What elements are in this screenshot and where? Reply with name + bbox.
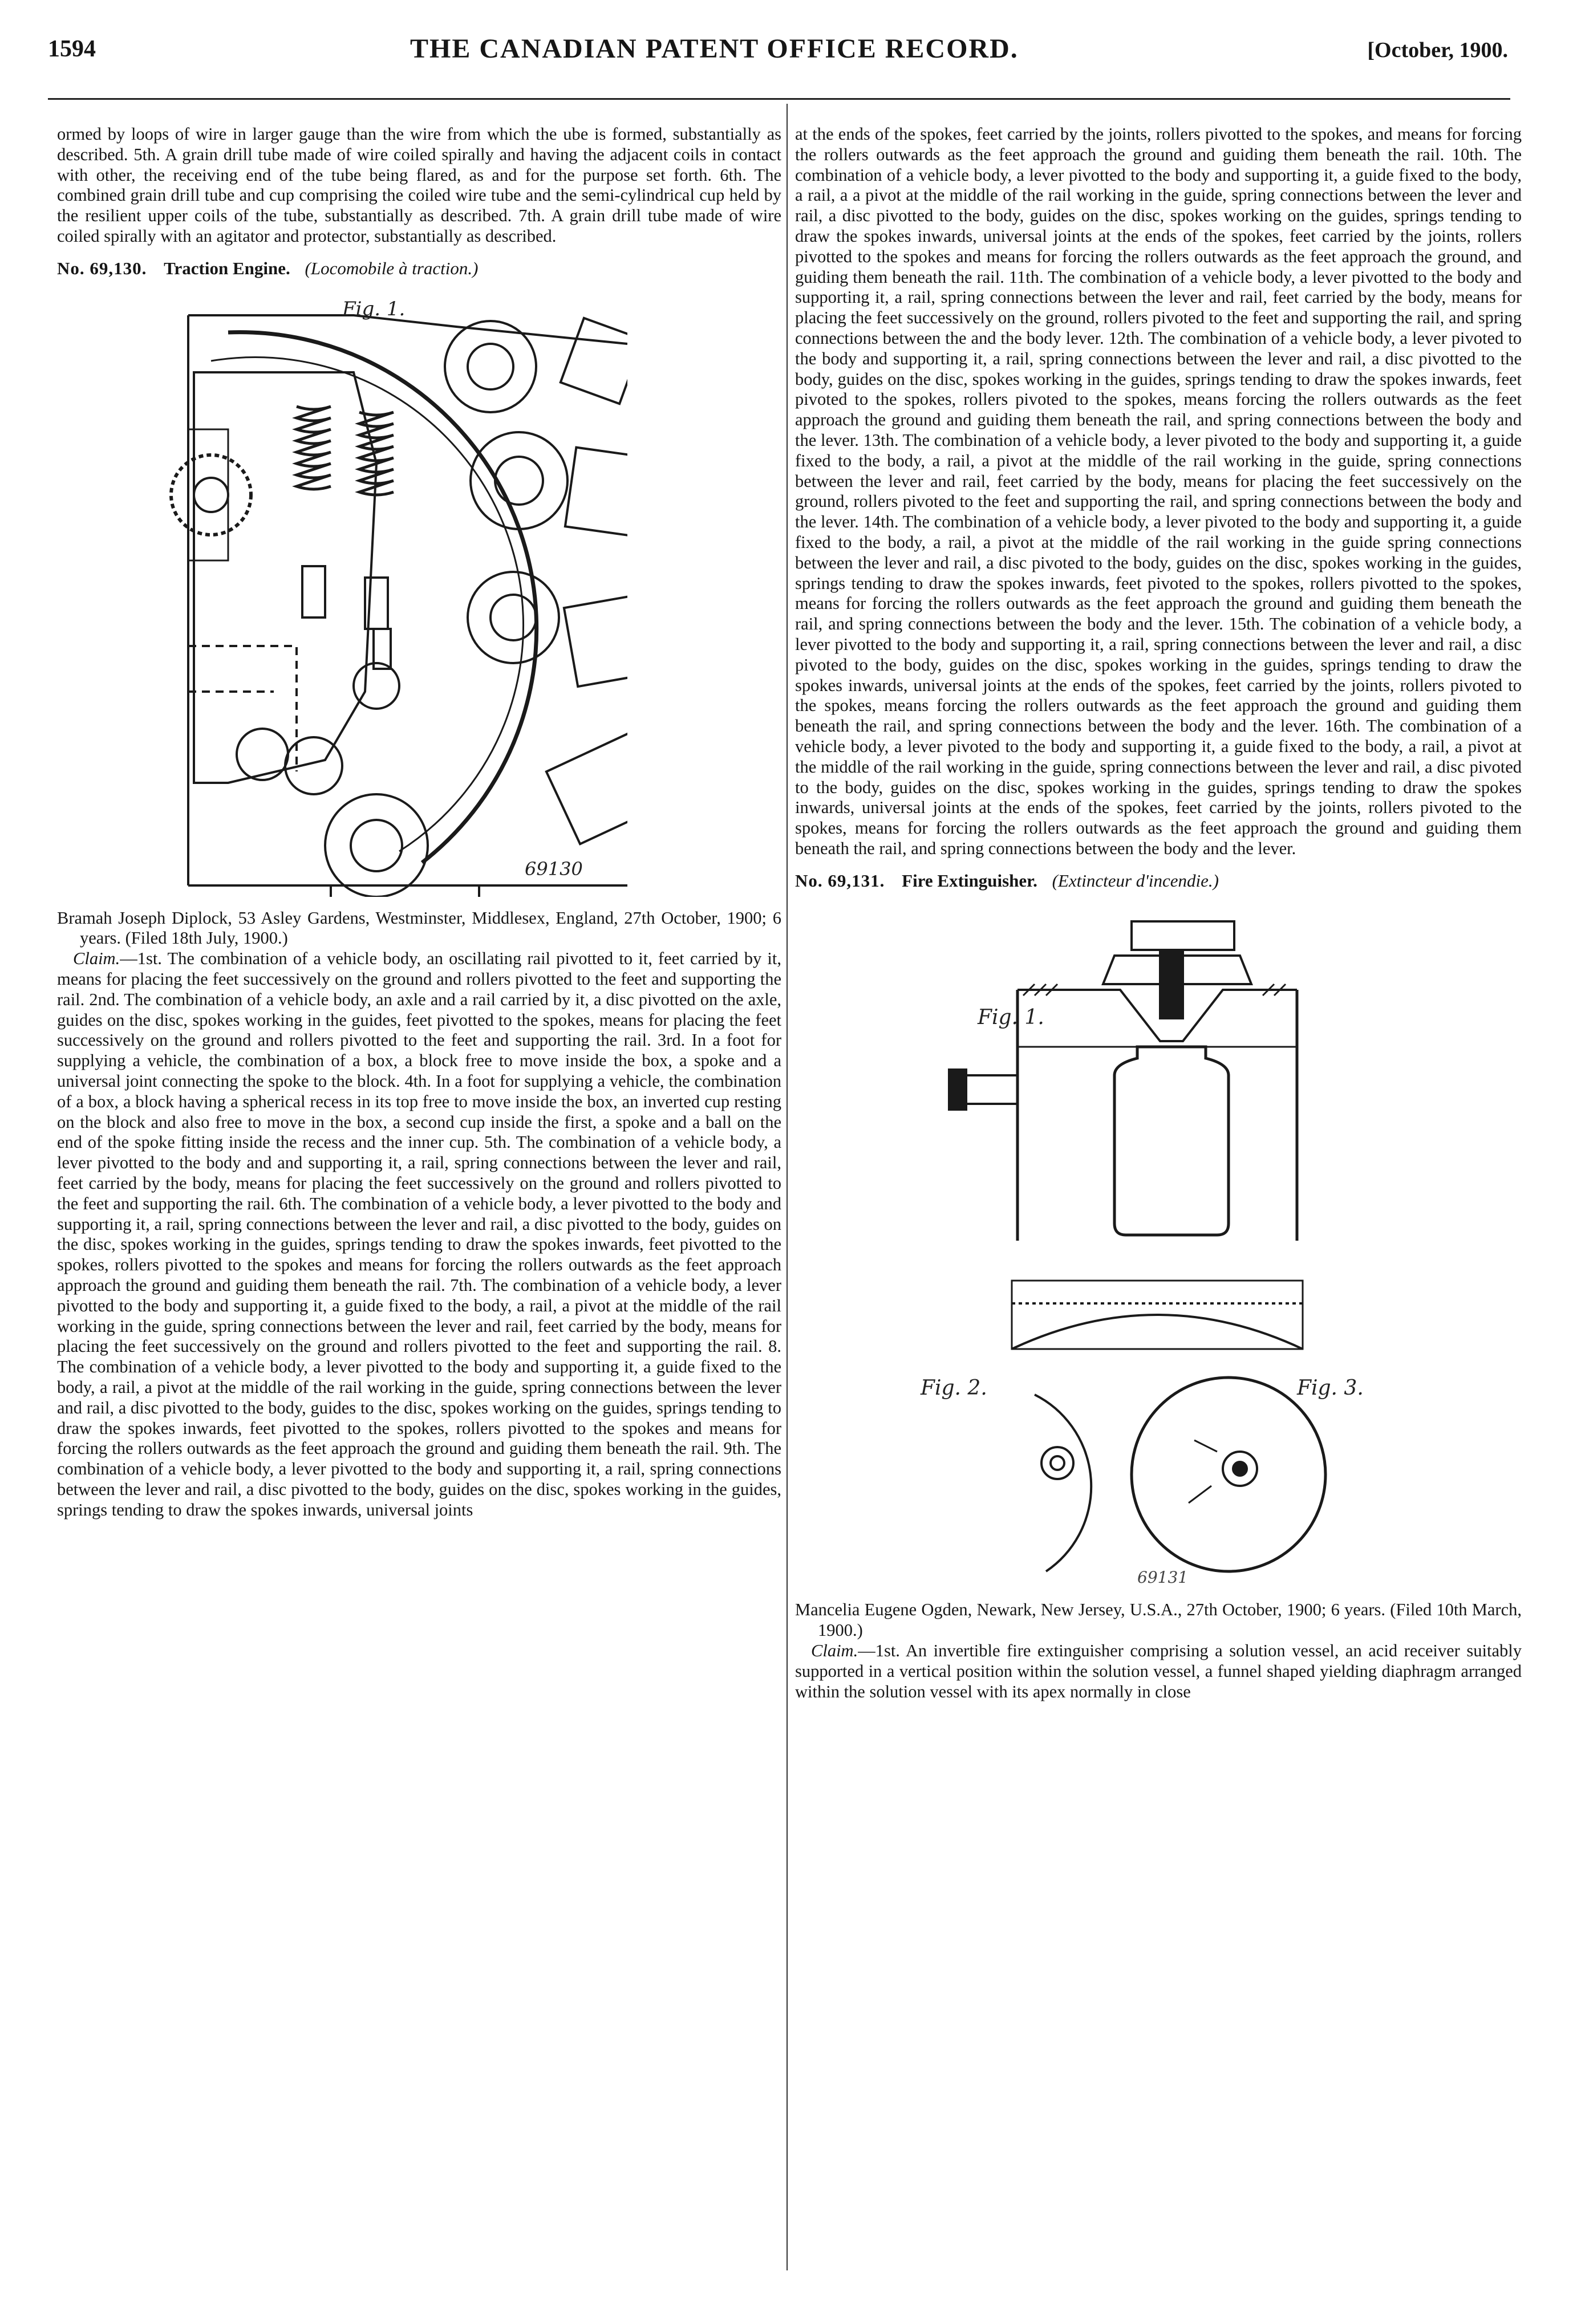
- publication-title: THE CANADIAN PATENT OFFICE RECORD.: [410, 34, 1019, 64]
- patent-claims: [57, 949, 781, 1520]
- page-number: 1594: [48, 36, 96, 62]
- patent-heading-69130: [57, 258, 781, 279]
- patent-number: No. 69,130.: [57, 258, 147, 278]
- fire-extinguisher-drawing: [795, 904, 1522, 1588]
- page-header: [48, 35, 1508, 75]
- right-column: [795, 124, 1522, 1702]
- issue-date: [October, 1900.: [1367, 38, 1508, 62]
- claim-label: Claim.: [811, 1641, 858, 1661]
- claim-text: —1st. The combination of a vehicle body, an oscillating rail pivotted to it, feet carried by it, means for placing the feet successively on the ground and rollers pivotted to the feet and supporting the rail. 2nd. The combination of a vehicle body, an axle and a rail carried by it, a disc pivotted on the axle, guides on the disc, spokes working in the guides, feet pivotted to the spokes, means for placing the feet successively on the ground and rollers pivotted to the feet and supporting the rail. 3rd. In a foot for supplying a vehicle, the combination of a box, a block free to move inside the box, a spoke and a universal joint connecting the spoke to the block. 4th. In a foot for supplying a vehicle, the combination of a box, a block having a spherical recess in its top free to move inside the box, an inverted cup resting on the block and also free to move in the box, a second cup inside the first, a spoke and a ball on the end of the spoke fitting inside the recess and the inner cup. 5th. The combination of a vehicle body, a lever pivotted to the body and and supporting it, a rail, spring connections between the lever and rail, feet carried by the body, means for placing the feet successively on the ground and rollers pivotted to the feet and supporting the rail. 6th. The combination of a vehicle body, a lever pivotted to the body and supporting it, a rail, spring connections between the lever and rail, a disc pivotted to the body, guides on the disc, spokes working in the guides, springs tending to draw the spokes inwards, feet pivotted to the spokes, rollers pivotted to the spokes and means for forcing the rollers outwards as the feet approach approach the ground and guiding them beneath the rail. 7th. The combination of a vehicle body, a lever pivotted to the body and supporting it, a guide fixed to the body, a rail, a pivot at the middle of the rail working in the guide, spring connections between the lever and rail, feet carried by the body, means for placing the feet successively on the ground and rollers pivotted to the feet and supporting the rail. 8. The combination of a vehicle body, a lever pivotted to the body and supporting it, a guide fixed to the body, a rail, a pivot at the middle of the rail working in the guide, spring connections between the lever and rail, a disc pivotted to the body, guides to the disc, spokes working on the guides, springs tending to draw the spokes inwards, feet pivotted to the spokes, rollers pivotted to the spokes and means for forcing the rollers outwards as the feet approach the ground and guiding them beneath the rail. 9th. The combination of a vehicle body, a lever pivotted to the body and supporting it, a rail, spring connections between the lever and rail, a disc pivotted to the body, guides on the disc, spokes working in the guides, springs tending to draw the spokes inwards, universal joints: [57, 949, 781, 1519]
- fig1-caption: Fig. 1.: [978, 1006, 1044, 1030]
- patent-heading-69131: [795, 871, 1522, 891]
- figure-number: 69131: [1137, 1568, 1189, 1587]
- inventor-details: Mancelia Eugene Ogden, Newark, New Jersey, U.S.A., 27th October, 1900; 6 years. (Filed 10th March, 1900.): [795, 1600, 1522, 1640]
- fig2-caption: Fig. 2.: [921, 1376, 987, 1400]
- fire-extinguisher-detail-figures: [795, 1372, 1519, 1588]
- header-rule: [48, 98, 1510, 100]
- fire-extinguisher-figure: [795, 904, 1519, 1372]
- figure-number: 69130: [525, 858, 583, 880]
- traction-engine-drawing: [57, 292, 781, 897]
- patent-number: No. 69,131.: [795, 870, 885, 891]
- continued-claims-text: ormed by loops of wire in larger gauge than the wire from which the ube is formed, substantially as described. 5th. A grain drill tube made of wire coiled spirally and having the adjacent coils in contact with other, the receiving end of the tube being flared, as and for the purpose set forth. 6th. The combined grain drill tube and cup comprising the coiled wire tube and the semi-cylindrical cup held by the resilient upper coils of the tube, substantially as described. 7th. A grain drill tube made of wire coiled spirally with an agitator and protector, substantially as described.: [57, 124, 781, 246]
- patent-french-title: (Locomobile à traction.): [305, 258, 479, 278]
- patent-title: Traction Engine.: [164, 258, 290, 278]
- inventor-details: Bramah Joseph Diplock, 53 Asley Gardens, Westminster, Middlesex, England, 27th October, 1900; 6 years. (Filed 18th July, 1900.): [57, 908, 781, 948]
- left-column: [57, 124, 781, 1520]
- fig3-caption: Fig. 3.: [1297, 1376, 1364, 1400]
- claim-label: Claim.: [73, 949, 120, 969]
- claim-text: —1st. An invertible fire extinguisher comprising a solution vessel, an acid receiver suitably supported in a vertical position within the solution vessel, a funnel shaped yielding diaphragm arranged within the solution vessel with its apex normally in close: [795, 1641, 1522, 1701]
- column-divider: [787, 104, 788, 2270]
- traction-engine-figure: [57, 292, 627, 897]
- patent-claims: [795, 1641, 1522, 1702]
- continued-claims-text-right: at the ends of the spokes, feet carried by the joints, rollers pivotted to the spokes, and means for forcing the rollers outwards as the feet approach the ground and guiding them beneath the rail. 10th. The combination of a vehicle body, a lever pivotted to the body and supporting it, a guide fixed to the body, a rail, a a pivot at the middle of the rail working in the guide, spring connections between the lever and rail, a disc pivotted to the body, guides on the disc, spokes working on the guides, springs tending to draw the spokes inwards, universal joints at the ends of the spokes, feet carried by the joints, rollers pivotted to the spokes and means for forcing the rollers outwards as the feet approach the ground, and guiding them beneath the rail. 11th. The combination of a vehicle body, a lever pivotted to the body and supporting it, a rail, spring connections between the lever and rail, feet carried by the body, means for placing the feet successively on the ground, rollers pivoted to the feet and supporting the rail, and spring connections between the and the body lever. 12th. The combination of a vehicle body, a lever pivoted to the body and supporting it, a rail, spring connections between the lever and rail, a disc pivotted to the body, guides on the disc, spokes working in the guides, springs tending to draw the spokes inwards, feet pivoted to the spokes, rollers pivoted to the spokes, means forcing the rollers outwards as the feet approach the ground and guiding them beneath the rail, and spring connections between the body and the lever. 13th. The combination of a vehicle body, a lever pivoted to the body and supporting it, a guide fixed to the body, a rail, a pivot at the middle of the rail working in the guide, spring connections between the lever and rail, feet carried by the body, means for placing the feet successively on the ground, rollers pivoted to the feet and supporting the rail, and spring connections between the body and the lever. 14th. The combination of a vehicle body, a lever pivoted to the body and supporting it, a guide fixed to the body, a rail, a pivot at the middle of the rail working in the guide spring connections between the lever and rail, a disc pivoted to the body, guides on the disc, spokes working in the guides, springs tending to draw the spokes inwards, feet pivoted to the spokes, rollers pivotted to the spokes, means for forcing the rollers outwards as the feet approach the ground and guiding them beneath the rail, and spring connections between the body and the lever. 15th. The cobination of a vehicle body, a lever pivotted to the body and supporting it, a rail, spring connections between the lever and rail, a disc pivoted to the body, guides on the disc, spokes working in the guides, springs tending to draw the spokes inwards, universal joints at the ends of the spokes, feet carried by the joints, rollers pivoted to the spokes, means forcing the rollers outwards as the feet approach the ground and guiding them beneath the rail, and spring connections between the body and the lever. 16th. The combination of a vehicle body, a lever pivoted to the body and supporting it, a guide fixed to the body, a rail, a pivot at the middle of the rail working in the guide, spring connections between the lever and rail, a disc pivoted to the body, guides on the disc, spokes working in the guides, springs tending to draw the spokes inwards, universal joints at the ends of the spokes, feet carried by the joints, rollers pivoted to the spokes, means for forcing the rollers outwards as the feet approach the ground and guiding them beneath the rail, and spring connections between the body and the lever.: [795, 124, 1522, 858]
- fig1-caption: Fig. 1.: [342, 297, 406, 320]
- patent-title: Fire Extinguisher.: [902, 870, 1037, 891]
- patent-french-title: (Extincteur d'incendie.): [1052, 870, 1219, 891]
